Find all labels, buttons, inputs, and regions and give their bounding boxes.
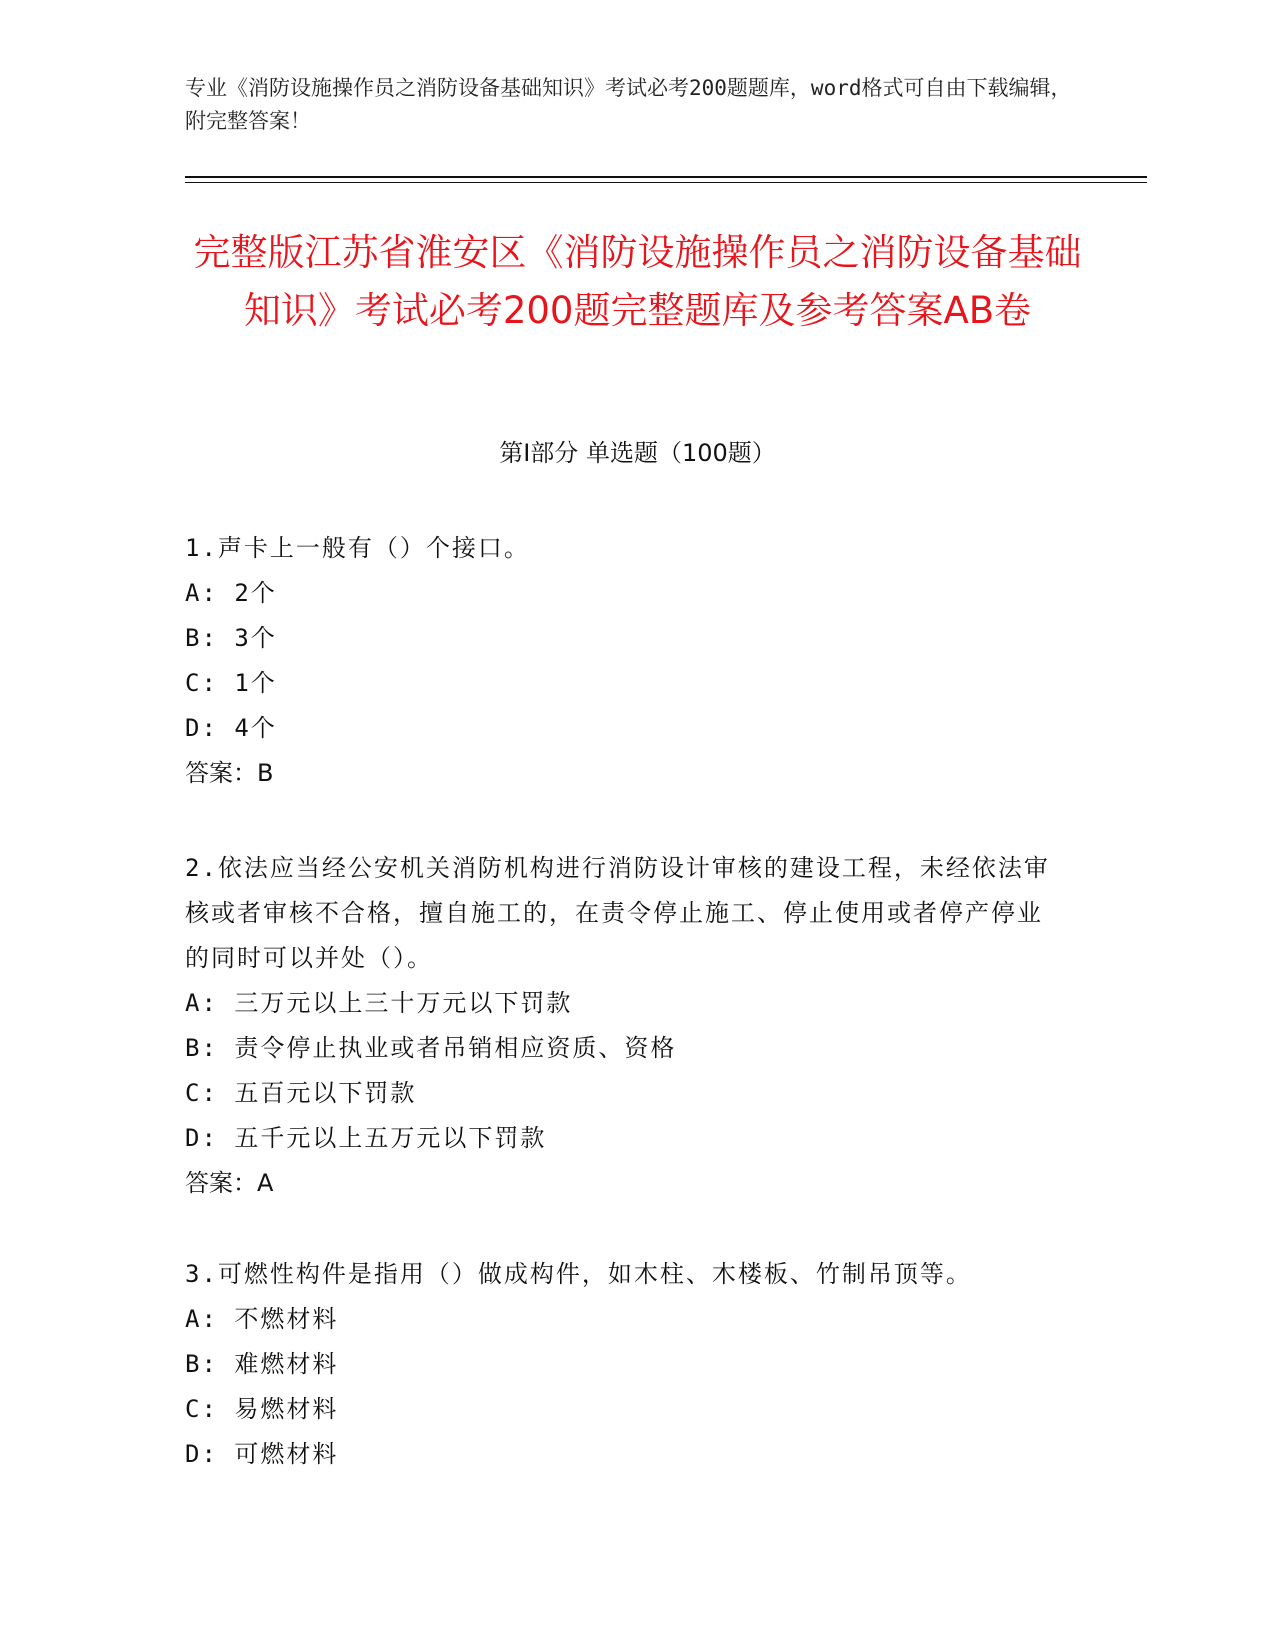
question-stem: 1.声卡上一般有（）个接口。: [185, 534, 530, 562]
question-stem: 3.可燃性构件是指用（）做成构件，如木柱、木楼板、竹制吊顶等。: [185, 1260, 972, 1288]
option-a: A: 2个: [185, 579, 277, 607]
option-d: D: 五千元以上五万元以下罚款: [185, 1124, 547, 1152]
question-3: [185, 1252, 1065, 1477]
option-a: A: 不燃材料: [185, 1305, 339, 1333]
header-divider-thin: [185, 182, 1147, 183]
option-b: B: 难燃材料: [185, 1350, 339, 1378]
answer: 答案：B: [185, 759, 274, 787]
section-heading: 第Ⅰ部分 单选题（100题）: [499, 439, 776, 467]
header-note: 专业《消防设施操作员之消防设备基础知识》考试必考200题题库，word格式可自由下载编辑，附完整答案！: [185, 76, 1072, 133]
option-c: C: 五百元以下罚款: [185, 1079, 417, 1107]
answer: 答案：A: [185, 1169, 274, 1197]
option-c: C: 1个: [185, 669, 277, 697]
question-2: [185, 846, 1065, 1206]
header-divider-thick: [185, 176, 1147, 178]
option-b: B: 责令停止执业或者吊销相应资质、资格: [185, 1034, 677, 1062]
question-stem: 2.依法应当经公安机关消防机构进行消防设计审核的建设工程，未经依法审核或者审核不合格，擅自施工的，在责令停止施工、停止使用或者停产停业的同时可以并处（）。: [185, 854, 1050, 972]
document-title: 完整版江苏省淮安区《消防设施操作员之消防设备基础知识》考试必考200题完整题库及参考答案AB卷: [193, 231, 1082, 332]
option-d: D: 可燃材料: [185, 1440, 339, 1468]
question-1: [185, 526, 1065, 796]
option-d: D: 4个: [185, 714, 277, 742]
option-b: B: 3个: [185, 624, 277, 652]
option-a: A: 三万元以上三十万元以下罚款: [185, 989, 573, 1017]
option-c: C: 易燃材料: [185, 1395, 339, 1423]
